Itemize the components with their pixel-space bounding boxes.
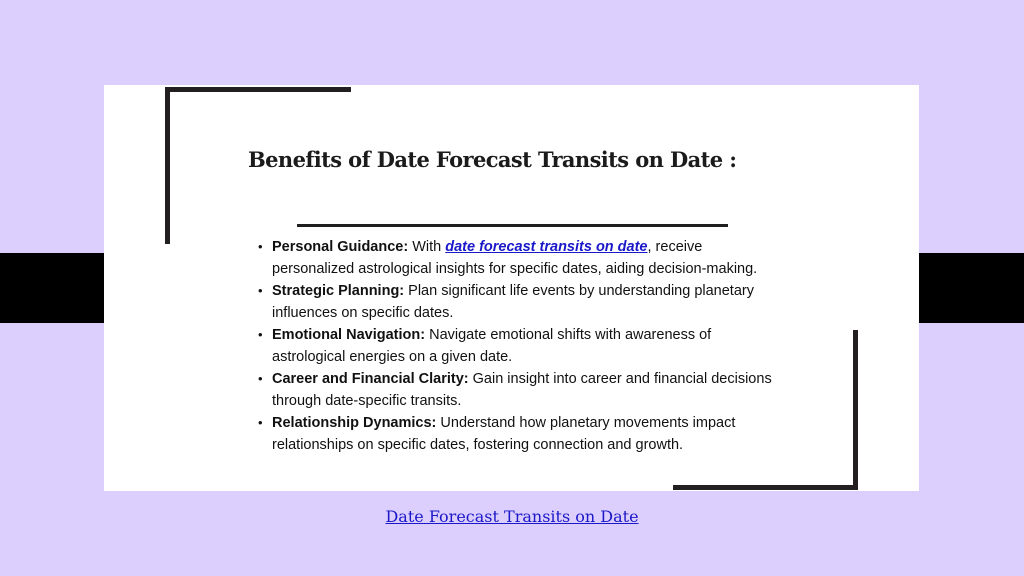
footer-link[interactable]: Date Forecast Transits on Date [385,507,639,526]
benefit-text: , receive personalized astrological insights for specific dates, aiding decision-making. [272,239,758,277]
slide-title: Benefits of Date Forecast Transits on Date : [248,147,737,172]
benefit-text: Navigate emotional shifts with awareness of astrological energies on a given date. [272,327,712,365]
benefit-item-emotional-navigation [258,324,773,368]
benefit-term: Emotional Navigation: [272,327,426,343]
date-forecast-inline-link[interactable]: date forecast transits on date [445,239,648,255]
frame-corner-top-left-horizontal [165,87,351,92]
benefit-item-relationship-dynamics [258,412,773,456]
title-divider [297,224,728,227]
benefit-item-personal-guidance [258,236,773,280]
benefit-item-career-financial [258,368,773,412]
benefit-text: Plan significant life events by understanding planetary influences on specific dates. [272,283,754,321]
benefit-text: With [408,239,446,255]
benefit-term: Relationship Dynamics: [272,415,437,431]
benefit-text: Understand how planetary movements impact relationships on specific dates, fostering connection and growth. [272,415,736,453]
frame-corner-top-left-vertical [165,87,170,244]
benefit-term: Strategic Planning: [272,283,405,299]
benefit-text: Gain insight into career and financial decisions through date-specific transits. [272,371,772,409]
right-decorative-bar [902,253,1024,323]
frame-corner-bottom-right-vertical [853,330,858,490]
benefit-item-strategic-planning [258,280,773,324]
benefit-term: Career and Financial Clarity: [272,371,469,387]
benefits-list [258,236,773,456]
benefit-term: Personal Guidance: [272,239,409,255]
frame-corner-bottom-right-horizontal [673,485,858,490]
